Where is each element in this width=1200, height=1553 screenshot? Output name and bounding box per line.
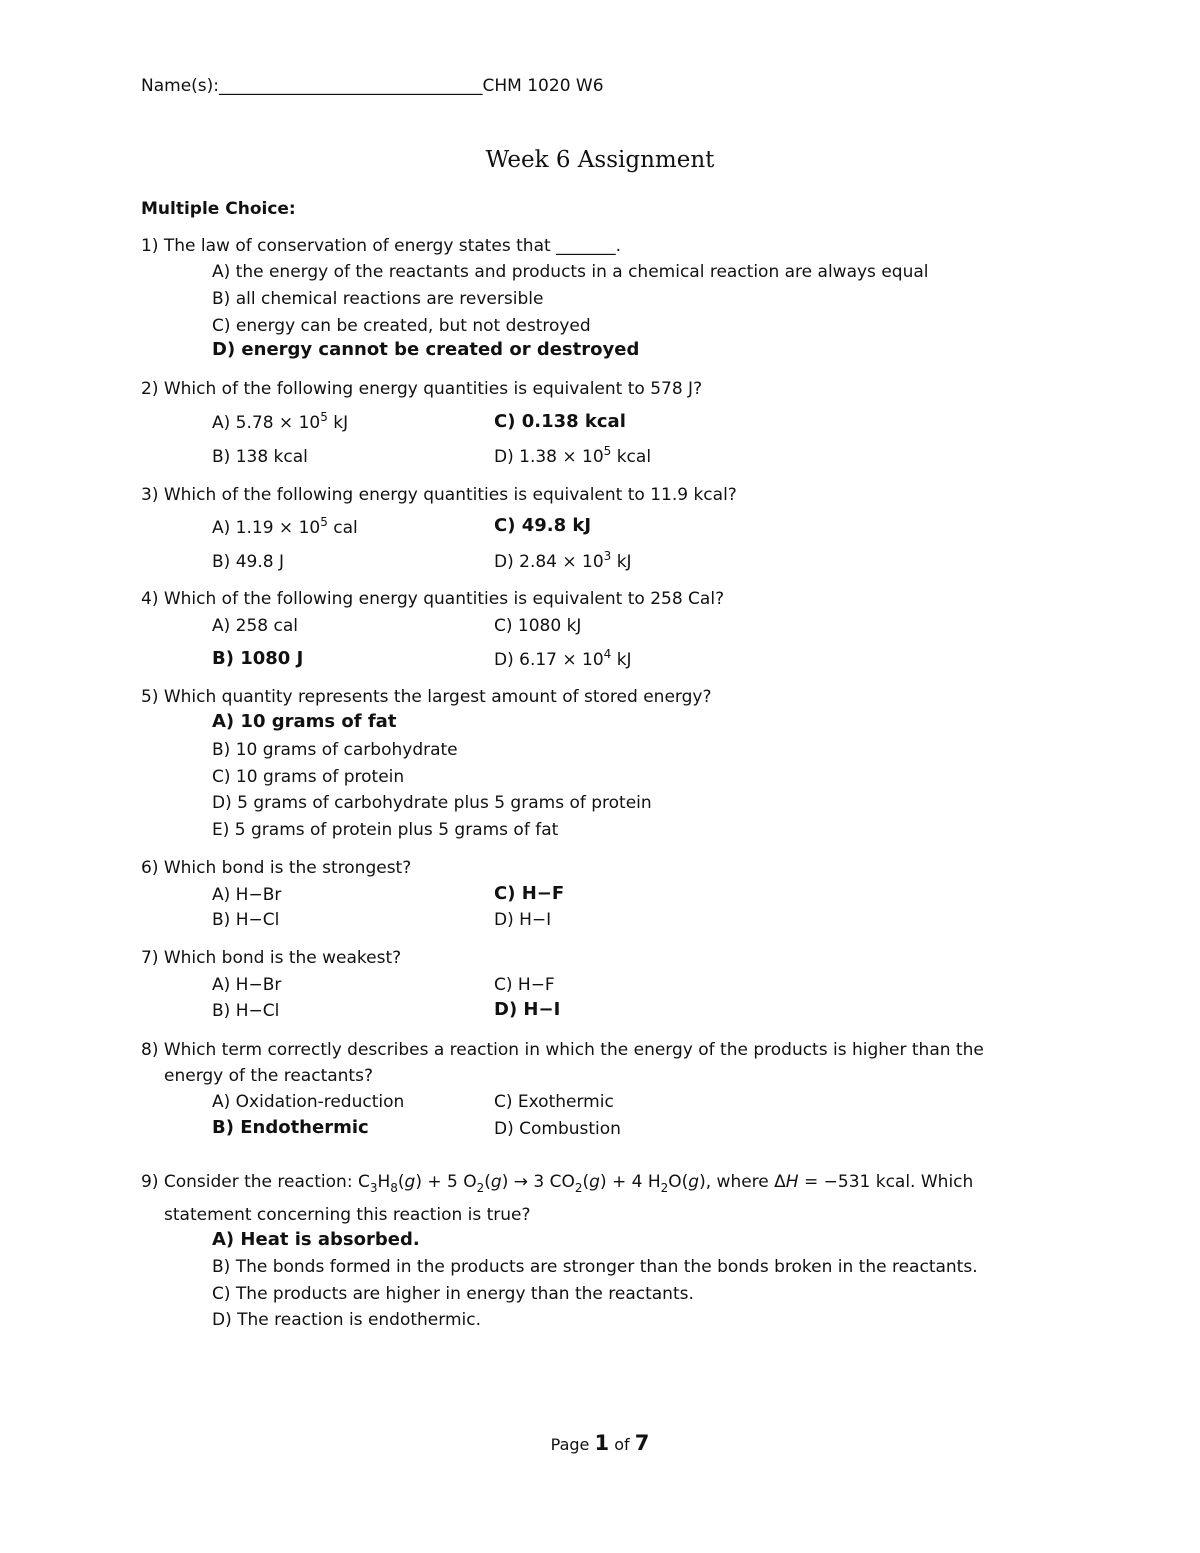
q9-state: g [688,1172,700,1192]
q3a-exp: 5 [320,515,328,529]
q2a-unit: kJ [327,413,349,433]
page-number: 1 [594,1431,610,1455]
q9-text: ( [397,1172,405,1192]
q9-text: ( [582,1172,590,1192]
question-4-option-c: C) 1080 kJ [494,616,582,636]
section-heading: Multiple Choice: [141,199,296,219]
question-4-stem: 4) Which of the following energy quantities is equivalent to 258 Cal? [141,589,725,609]
q9-text: 9) Consider the reaction: C [141,1172,370,1192]
q9-text: H [377,1172,391,1192]
question-3-option-b: B) 49.8 J [212,552,284,572]
question-5-option-a-answer: A) 10 grams of fat [212,711,397,732]
question-8-option-a: A) Oxidation-reduction [212,1092,405,1112]
q3a-base: A) 1.19 × 10 [212,518,321,538]
q9-subscript: 2 [574,1181,583,1195]
of-label: of [614,1435,630,1454]
q9-text: O( [668,1172,689,1192]
question-8-stem-line2: energy of the reactants? [164,1066,373,1086]
question-8-option-c: C) Exothermic [494,1092,614,1112]
question-2-stem: 2) Which of the following energy quantities is equivalent to 578 J? [141,379,703,399]
question-1-option-c: C) energy can be created, but not destroyed [212,316,591,336]
question-9-stem-line1 [141,1171,973,1193]
question-4-option-d [494,649,632,671]
question-7-option-c: C) H−F [494,975,555,995]
q9-subscript: 2 [476,1181,485,1195]
question-4-option-a: A) 258 cal [212,616,299,636]
question-9-option-a-answer: A) Heat is absorbed. [212,1229,420,1250]
q9-text: ) + 5 O [415,1172,477,1192]
question-8-option-b-answer: B) Endothermic [212,1117,369,1138]
question-8-option-d: D) Combustion [494,1119,621,1139]
question-1-option-d-answer: D) energy cannot be created or destroyed [212,339,640,360]
q2d-base: D) 1.38 × 10 [494,447,604,467]
question-1-option-a: A) the energy of the reactants and products in a chemical reaction are always equal [212,262,929,282]
question-6-option-b: B) H−Cl [212,910,280,930]
q9-subscript: 2 [660,1181,669,1195]
q4d-unit: kJ [611,650,632,670]
page-footer [0,1430,1200,1458]
q9-text: ) → 3 CO [501,1172,575,1192]
name-label: Name(s): [141,76,220,96]
question-5-option-e: E) 5 grams of protein plus 5 grams of fat [212,820,559,840]
header-line [141,75,604,97]
question-3-option-a [212,517,358,539]
question-6-option-d: D) H−I [494,910,552,930]
q2a-base: A) 5.78 × 10 [212,413,321,433]
name-blank: _______________________________ [219,76,483,96]
q3d-unit: kJ [611,552,632,572]
question-8-stem-line1: 8) Which term correctly describes a reaction in which the energy of the products is higher than the [141,1040,984,1060]
page-label: Page [550,1435,590,1454]
question-6-option-a: A) H−Br [212,885,282,905]
question-9-option-b: B) The bonds formed in the products are stronger than the bonds broken in the reactants. [212,1257,978,1277]
q9-text: = −531 kcal. Which [798,1172,974,1192]
q2a-exp: 5 [320,410,328,424]
question-3-option-d [494,551,632,573]
question-3-option-c-answer: C) 49.8 kJ [494,515,592,536]
q9-state: g [404,1172,416,1192]
q4d-exp: 4 [603,647,612,661]
question-7-stem: 7) Which bond is the weakest? [141,948,402,968]
question-2-option-a [212,412,348,434]
course-code: CHM 1020 W6 [482,76,604,96]
q9-text: ), where Δ [699,1172,786,1192]
q9-text: ( [484,1172,491,1192]
question-6-option-c-answer: C) H−F [494,883,565,904]
question-2-option-c-answer: C) 0.138 kcal [494,411,626,432]
page-title: Week 6 Assignment [485,147,715,173]
q9-state: g [490,1172,502,1192]
question-5-option-c: C) 10 grams of protein [212,767,405,787]
question-2-option-b: B) 138 kcal [212,447,308,467]
question-6-stem: 6) Which bond is the strongest? [141,858,412,878]
q3a-unit: cal [327,518,358,538]
question-5-option-d: D) 5 grams of carbohydrate plus 5 grams of protein [212,793,652,813]
q2d-exp: 5 [603,444,612,458]
q4d-base: D) 6.17 × 10 [494,650,604,670]
question-9-option-d: D) The reaction is endothermic. [212,1310,481,1330]
question-1-stem: 1) The law of conservation of energy states that _______. [141,236,621,256]
question-7-option-d-answer: D) H−I [494,999,561,1020]
q9-state: g [589,1172,600,1192]
page-total: 7 [634,1431,650,1455]
q9-subscript: 3 [369,1181,378,1195]
question-9-option-c: C) The products are higher in energy than the reactants. [212,1284,694,1304]
q3d-exp: 3 [603,549,612,563]
question-1-option-b: B) all chemical reactions are reversible [212,289,544,309]
q3d-base: D) 2.84 × 10 [494,552,604,572]
q9-text: ) + 4 H [599,1172,661,1192]
question-9-stem-line2: statement concerning this reaction is true? [164,1205,531,1225]
question-5-option-b: B) 10 grams of carbohydrate [212,740,458,760]
question-3-stem: 3) Which of the following energy quantities is equivalent to 11.9 kcal? [141,485,737,505]
question-2-option-d [494,446,651,468]
question-7-option-b: B) H−Cl [212,1001,280,1021]
q2d-unit: kcal [611,447,652,467]
q9-enthalpy-symbol: H [785,1172,799,1192]
question-7-option-a: A) H−Br [212,975,282,995]
question-5-stem: 5) Which quantity represents the largest amount of stored energy? [141,687,712,707]
q9-subscript: 8 [390,1181,398,1195]
question-4-option-b-answer: B) 1080 J [212,648,304,669]
